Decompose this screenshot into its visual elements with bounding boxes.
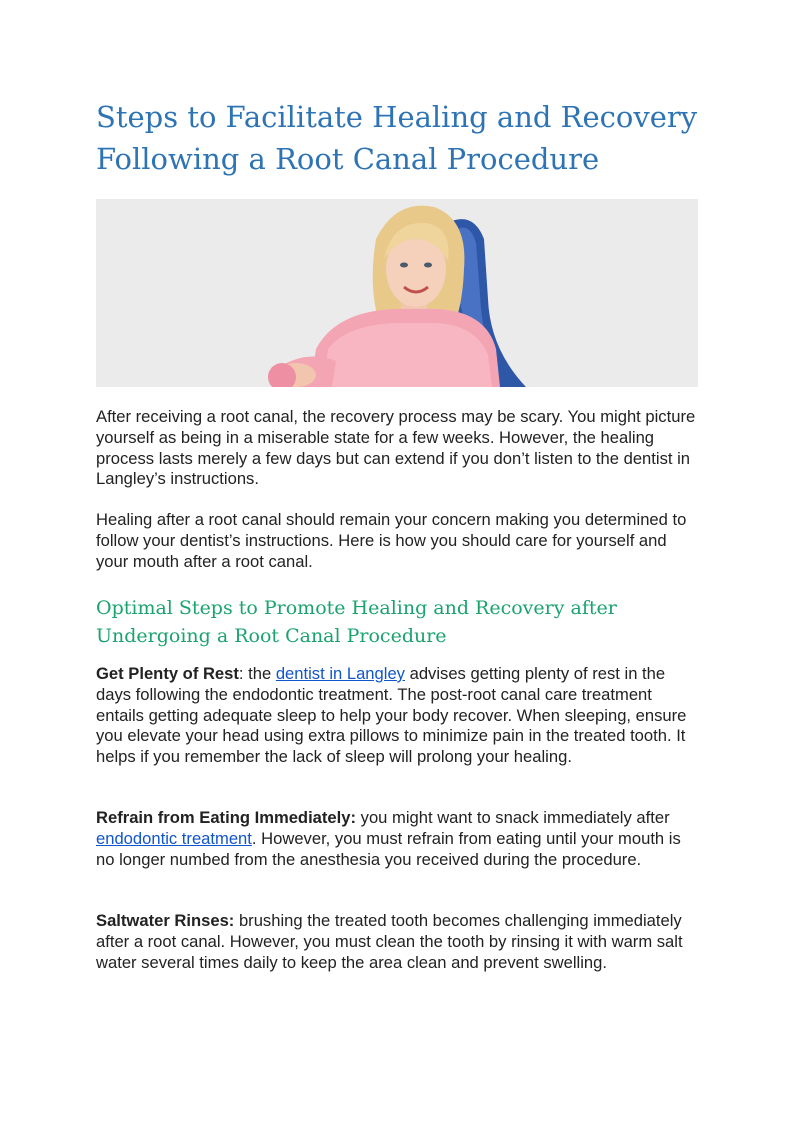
hero-photo	[96, 199, 698, 387]
step-rest-heading: Get Plenty of Rest	[96, 664, 239, 683]
step-saltwater-text: brushing the treated tooth becomes challenging immediately after a root canal. However, you must clean the tooth by rinsing it with warm salt water several times daily to keep the area clean and prevent swelling.	[96, 911, 683, 972]
step-refrain-eating-text-post: . However, you must refrain from eating until your mouth is no longer numbed from the anesthesia you received during the procedure.	[96, 828, 681, 869]
woman-in-dental-chair-illustration	[96, 199, 698, 387]
step-rest	[96, 664, 700, 768]
step-rest-text-post: advises getting plenty of rest in the days following the endodontic treatment. The post-root canal care treatment entails getting adequate sleep to help your body recover. When sleeping, ensure you elevate your head using extra pillows to minimize pain in the treated tooth. It helps if you remember the lack of sleep will prolong your healing.	[96, 664, 687, 767]
step-refrain-eating-heading: Refrain from Eating Immediately:	[96, 808, 357, 827]
step-saltwater-heading: Saltwater Rinses:	[96, 911, 235, 930]
step-refrain-eating-text-pre: you might want to snack immediately after	[356, 808, 670, 827]
step-refrain-eating	[96, 808, 700, 870]
step-saltwater	[96, 911, 700, 973]
dentist-in-langley-link[interactable]: dentist in Langley	[275, 664, 405, 683]
endodontic-treatment-link[interactable]: endodontic treatment	[96, 828, 252, 848]
intro-paragraph-2: Healing after a root canal should remain your concern making you determined to follow your dentist’s instructions. Here is how you should care for yourself and your mouth after a root canal.	[96, 510, 687, 571]
step-rest-text-pre: : the	[238, 664, 276, 683]
page-title: Steps to Facilitate Healing and Recovery Following a Root Canal Procedure	[96, 100, 698, 176]
section-heading: Optimal Steps to Promote Healing and Recovery after Undergoing a Root Canal Procedure	[96, 597, 617, 647]
intro-paragraph-1: After receiving a root canal, the recovery process may be scary. You might picture yourself as being in a miserable state for a few weeks. However, the healing process lasts merely a few days but can extend if you don’t listen to the dentist in Langley’s instructions.	[96, 407, 696, 489]
